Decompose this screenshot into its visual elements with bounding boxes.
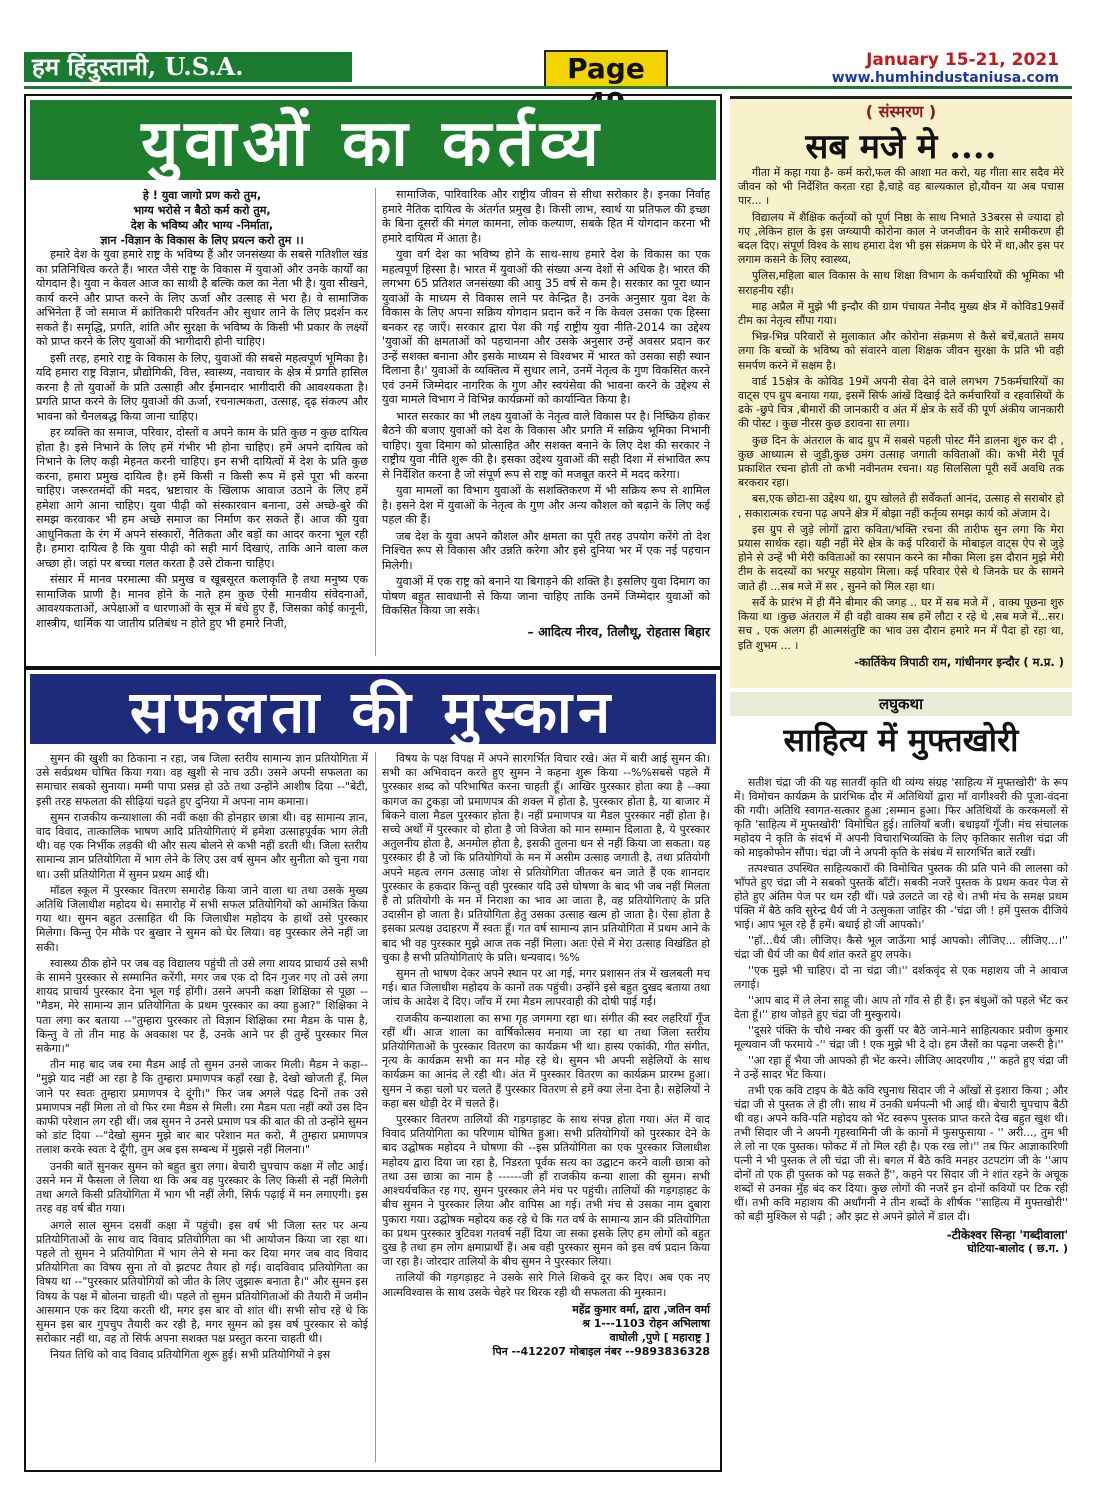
sidebar-title: सब मजे मे .... (805, 127, 997, 167)
paragraph: उनकी बातें सुनकर सुमन को बहुत बुरा लगा। बेचारी चुपचाप कक्षा में लौट आई। उसने मन में फैसला ले लिया था कि अब वह पुरस्कार के लिए किसी से नहीं मिलेगी तथा अगले किसी प्रतियोगिता में भाग भी नहीं लेगी, सिर्फ पढ़ाई में मन लगाएगी। इस तरह वह वर्ष बीत गया। (36, 1159, 368, 1216)
paragraph: ''एक मुझे भी चाहिए। दो ना चंद्रा जी।'' दर्शकवृंद से एक महाशय जी ने आवाज लगाई। (734, 964, 1068, 991)
article-title: सफलता की मुस्कान (30, 674, 716, 744)
paragraph: अगले साल सुमन दसवीं कक्षा में पहुंची। इस वर्ष भी जिला स्तर पर अन्य प्रतियोगिताओं के साथ वाद विवाद प्रतियोगिता का भी आयोजन किया जा रहा था। पहले तो सुमन ने प्रतियोगिता में भाग लेने से मना कर दिया मगर जब वाद विवाद प्रतियोगिता का विषय सुना तो वो झटपट तैयार हो गई। वादविवाद प्रतियोगिता का विषय था --"पुरस्कार प्रतियोगियों को जीत के लिए जुझारू बनाता है।" और सुमन इस विषय के पक्ष में बोलना चाहती थी। पहले तो सुमन प्रतियोगिताओं की तैयारी में जमीन आसमान एक कर दिया करती थी, मगर इस बार वो शांत थी। सभी सोच रहे थे कि सुमन इस बार गुपचुप तैयारी कर रही है, मगर सुमन को इस वर्ष पुरस्कार से कोई सरोकार नहीं था, वह तो सिर्फ अपना सशक्त पक्ष प्रस्तुत करना चाहती थी। (36, 1218, 368, 1346)
paragraph: ''हाँ...धैर्य जी। लीजिए। कैसे भूल जाऊँगा भाई आपको। लीजिए... लीजिए...।'' चंद्रा जी धैर्य जी का धैर्य शांत करते हुए लपके। (734, 934, 1068, 961)
paragraph: बस,एक छोटा-सा उद्देश्य था, ग्रुप खोलते ही सर्वेकर्ता आनंद, उत्साह से सराबोर हो , सकारात्मक रचना पढ़ अपने क्षेत्र में बोझा नहीं कर्तृव्य समझ कार्य को अंजाम दे। (738, 492, 1064, 520)
article-author: – आदित्य नीरव, तिलौथू, रोहतास बिहार (527, 623, 710, 639)
paragraph: विषय के पक्ष विपक्ष में अपने सारगर्भित विचार रखे। अंत में बारी आई सुमन की। सभी का अभिवादन करते हुए सुमन ने कहना शुरू किया --%%सबसे पहले मैं पुरस्कार शब्द को परिभाषित करना चाहती हूँ। आखिर पुरस्कार होता क्या है --क्या कागज का टुकड़ा जो प्रमाणपत्र की शक्ल में होता है, पुरस्कार होता है, या बाजार में बिकने वाला मैडल पुरस्कार होता है। नहीं प्रमाणपत्र या मैडल पुरस्कार नहीं होता है। सच्चे अर्थों में पुरस्कार वो होता है जो विजेता को मान सम्मान दिलाता है, ये पुरस्कार अतुलनीय होता है, अनमोल होता है, इसकी तुलना धन से नहीं किया जा सकता। यह पुरस्कार ही है जो कि प्रतियोगियों के मन में असीम उत्साह जगाती है, तथा प्रतियोगी अपने महत्व लगन उत्साह जोश से प्रतियोगिता जीतकर बन जाते हैं एक शानदार पुरस्कार के हकदार किन्तु वही पुरस्कार यदि उसे घोषणा के बाद भी जब नहीं मिलता है तो प्रतियोगी के मन में निराशा का भाव आ जाता है, वह प्रतियोगिताएं के प्रति उदासीन हो जाता है। प्रतियोगिता हेतु उसका उत्साह खत्म हो जाता है। ऐसा होता है इसका प्रत्यक्ष उदाहरण मैं स्वतः हूँ। गत वर्ष सामान्य ज्ञान प्रतियोगिता में प्रथम आने के बाद भी वह पुरस्कार मुझे आज तक नहीं मिला। अतः ऐसे में मेरा उत्साह विखंडित हो चुका है सभी प्रतियोगिताएं के प्रति। धन्यवाद। %% (382, 752, 710, 964)
column-divider (375, 752, 376, 1462)
paragraph: राजकीय कन्याशाला का सभा गृह जगमगा रहा था। संगीत की स्वर लहरियाँ गूँज रहीं थीं। आज शाला का वार्षिकोत्सव मनाया जा रहा था तथा जिला स्तरीय प्रतियोगिताओं के पुरस्कार वितरण का कार्यक्रम भी था। हास्य एकांकी, गीत संगीत, नृत्य के कार्यक्रम सभी का मन मोह रहे थे। सुमन भी अपनी सहेलियों के साथ कार्यक्रम का आनंद ले रही थी। अंत में पुरस्कार वितरण का कार्यक्रम प्रारम्भ हुआ। सुमन ने कहा चलो घर चलते हैं पुरस्कार वितरण से हमें क्या लेना देना है। सहेलियों ने कहा बस थोड़ी देर में चलते हैं। (382, 1011, 710, 1110)
poem-line: देश के भविष्य और भाग्य -निर्माता, (130, 219, 274, 232)
sidebar-short-story (730, 692, 1072, 1468)
sidebar-memoir (730, 96, 1072, 688)
article-title: युवाओं का कर्तव्य (30, 100, 716, 180)
paragraph: सुमन राजकीय कन्याशाला की नवीं कक्षा की होनहार छात्रा थी। वह सामान्य ज्ञान, वाद विवाद, तात्कालिक भाषण आदि प्रतियोगिताएं में हमेशा उत्साहपूर्वक भाग लेती थी। वह एक निर्भीक लड़की थी और सत्य बोलने से कभी नहीं डरती थी। जिला स्तरीय सामान्य ज्ञान प्रतियोगिता में भाग लेने के लिए उस वर्ष सुमन और सुनीता को चुना गया था। उसी प्रतियोगिता में सुमन प्रथम आई थी। (36, 810, 368, 881)
article-author (382, 1303, 710, 1360)
paragraph: सुमन तो भाषण देकर अपने स्थान पर आ गई, मगर प्रशासन तंत्र में खलबली मच गई। बात जिलाधीश महोदय के कानों तक पहुंची। उन्होंने इसे बहुत दुखद बताया तथा जांच के आदेश दे दिए। जाँच में रमा मैडम लापरवाही की दोषी पाई गईं। (382, 967, 710, 1009)
paragraph: युवा वर्ग देश का भविष्य होने के साथ-साथ हमारे देश के विकास का एक महत्वपूर्ण हिस्सा है। भारत में युवाओं की संख्या अन्य देशों से अधिक है। भारत की लगभग 65 प्रतिशत जनसंख्या की आयु 35 वर्ष से कम है। सरकार का पूरा ध्यान युवाओं के माध्यम से विकास लाने पर केन्द्रित है। उनके अनुसार युवा देश के विकास के लिए अपना सक्रिय योगदान प्रदान करें न कि केवल उसका एक हिस्सा बनकर रह जाएँ। सरकार द्वारा पेश की गई राष्ट्रीय युवा नीति-2014 का उद्देश्य 'युवाओं की क्षमताओं को पहचानना और उसके अनुसार उन्हें अवसर प्रदान कर उन्हें सशक्त बनाना और इसके माध्यम से विश्वभर में भारत को उसका सही स्थान दिलाना है।' युवाओं के व्यक्तित्व में सुधार लाने, उनमें नेतृत्व के गुण विकसित करने एवं उनमें जिम्मेदार नागरिक के गुण और स्वयंसेवा की भावना करने के उद्देश्य से युवा मामले विभाग ने विभिन्न कार्यक्रमों को कार्यान्वित किया है। (382, 248, 710, 406)
article-column-1 (36, 752, 368, 1365)
paragraph: इस ग्रुप से जुड़े लोगों द्वारा कविता/भक्ति रचना की तारीफ सुन लगा कि मेरा प्रयास सार्थक रहा। यही नहीं मेरे क्षेत्र के कई परिवारों के मोबाइल वाट्स ऐप से जुड़े होने से उन्हें भी मेरी कविताओं का रसपान करने का मौका मिला इस दौरान मुझे मेरी टीम के सदस्यों का भरपूर सहयोग मिला। कई परिवार ऐसे थे जिनके घर के सामने जाते ही ...सब मजे में सर , सुनने को मिल रहा था। (738, 522, 1064, 593)
section-kicker: लघुकथा (878, 695, 924, 713)
paragraph: सतीश चंद्रा जी की यह सातवीं कृति थी व्यंग्य संग्रह 'साहित्य में मुफ्तखोरी' के रूप में। विमोचन कार्यक्रम के प्रारंभिक दौर में अतिथियों द्वारा माँ वागीश्वरी की पूजा-वंदना की गयी। अतिथि स्वागत-सत्कार हुआ ;सम्मान हुआ। फिर अतिथियों के करकमलों से कृति 'साहित्य में मुफ्तखोरी' विमोचित हुई। तालियाँ बजी। बधाइयाँ गूँजी। मंच संचालक महोदय ने कृति के संदर्भ में अपनी विचाराभिव्यक्ति के लिए कृतिकार सतीश चंद्रा जी को माइकोफोन सौंपा। चंद्रा जी ने अपनी कृति के संबंध में सारगर्भित बातें रखीं। (734, 776, 1068, 859)
page-header (0, 0, 1095, 88)
paragraph: मॉडल स्कूल में पुरस्कार वितरण समारोह किया जाने वाला था तथा उसके मुख्य अतिथि जिलाधीश महोदय थे। समारोह में सभी सफल प्रतियोगियों को आमंत्रित किया गया था। सुमन बहुत उत्साहित थी कि जिलाधीश महोदय के हाथों उसे पुरस्कार मिलेगा। किन्तु ऐन मौके पर बुखार ने सुमन को घेर लिया। वह पुरस्कार लेने नहीं जा सकी। (36, 883, 368, 954)
sidebar-rule (730, 96, 1072, 99)
paragraph: सामाजिक, पारिवारिक और राष्ट्रीय जीवन से सीधा सरोकार है। इनका निर्वाह हमारे नैतिक दायित्व के अंतर्गत प्रमुख है। किसी लाभ, स्वार्थ या प्रतिफल की इच्छा के बिना दूसरों की मंगल कामना, लोक कल्याण, सबके हित में योगदान करना भी हमारे दायित्व में आता है। (382, 188, 710, 245)
article-success-smile (24, 668, 722, 1472)
paragraph: संसार में मानव परमात्मा की प्रमुख व खूबसूरत कलाकृति है तथा मनुष्य एक सामाजिक प्राणी है। मानव होने के नाते हम कुछ ऐसी मानवीय संवेदनाओं, आवश्यकताओं, अपेक्षाओं व धारणाओं के सूत्र में बंधे हुए हैं, जिसका कोई कानूनी, शास्त्रीय, धार्मिक या जातीय प्रतिबंध न होते हुए भी हमारे निजी, (36, 573, 368, 630)
paragraph: स्वास्थ्य ठीक होने पर जब वह विद्यालय पहुंची तो उसे लगा शायद प्राचार्य उसे सभी के सामने पुरस्कार से सम्मानित करेंगी, मगर जब एक दो दिन गुजर गए तो उसे लगा शायद प्राचार्य पुरस्कार देना भूल गई होंगी। उसने अपनी कक्षा शिक्षिका से पूछा --"मैडम, मेरे सामान्य ज्ञान प्रतियोगिता के प्रथम पुरस्कार का क्या हुआ?" शिक्षिका ने पता लगा कर बताया --"तुम्हारा पुरस्कार तो विज्ञान शिक्षिका रमा मैडम के पास है, किन्तु वे तो तीन माह के अवकाश पर हैं, उनके आने पर ही तुम्हें पुरस्कार मिल सकेगा।" (36, 956, 368, 1056)
paragraph: जब देश के युवा अपने कौशल और क्षमता का पूरी तरह उपयोग करेंगे तो देश निश्चित रूप से विकास और उन्नति करेगा और इसे दुनिया भर में एक नई पहचान मिलेगी। (382, 529, 710, 572)
paragraph: भारत सरकार का भी लक्ष्य युवाओं के नेतृत्व वाले विकास पर है। निष्क्रिय होकर बैठने की बजाए युवाओं को देश के विकास और प्रगति में सक्रिय भूमिका निभानी चाहिए। युवा दिमाग को प्रोत्साहित और सशक्त बनाने के लिए देश की सरकार ने राष्ट्रीय युवा नीति शुरू की है। इसका उद्देश्य युवाओं की सही दिशा में संभावित रूप से निर्देशित करना है जो संपूर्ण रूप से राष्ट्र को मजबूत करने में मदद करेगा। (382, 409, 710, 481)
header-rule (24, 86, 1072, 89)
paragraph: पुलिस,महिला बाल विकास के साथ शिक्षा विभाग के कर्मचारियों की भूमिका भी सराहनीय रही। (738, 269, 1064, 297)
sidebar-author: -टीकेश्वर सिन्हा 'गब्दीवाला' (946, 1228, 1068, 1242)
paragraph: वार्ड 15क्षेत्र के कोविड 19में अपनी सेवा देने वाले लगभग 75कर्मचारियों का वाट्स एप ग्रुप बनाया गया, इसमें सिर्फ आंखें दिखाई देते कर्मचारियों व रहवासियों के ढके -छुपे चित्र ,बीमारों की जानकारी व अंत में क्षेत्र के सर्वे की पूर्ण अंकीय जानकारी की पोस्ट । कुछ नीरस कुछ डरावना सा लगा। (738, 374, 1064, 431)
paragraph: तालियों की गड़गड़ाहट ने उसके सारे गिले शिकवे दूर कर दिए। अब एक नए आत्मविश्वास के साथ उसके चेहरे पर थिरक रही थी सफलता की मुस्कान। (382, 1271, 710, 1299)
paragraph: सर्वे के प्रारंभ में ही मैंने बीमार की जगह .. घर में सब मजे में , वाक्य पूछना शुरु किया था ।कुछ अंतराल में ही वही वाक्य सब हमें लौटा र रहे थे ,सब मजे में...सर। सच , एक अलग ही आत्मसंतुष्टि का भाव उस दौरान हमारे मन में पैदा हो रहा था, इति शुभम ... । (738, 595, 1064, 652)
paragraph: भिन्न-भिन्न परिवारों से मुलाकात और कोरोना संक्रमण से कैसे बचें,बताते समय लगा कि बच्चों के भविष्य को संवारने वाला शिक्षक जीवन सुरक्षा के प्रति भी वही समर्पण करने में सक्षम है। (738, 330, 1064, 372)
paragraph: कुछ दिन के अंतराल के बाद ग्रुप में सबसे पहली पोस्ट मैंने डालना शुरु कर दी , कुछ आध्यात्म से जुड़ी,कुछ उमंग उत्साह जगाती कविताओं की। कभी मेरी पूर्व प्रकाशित रचना होती तो कभी नवीनतम रचना। यह सिलसिला पूरी सर्वे अवधि तक बरकरार रहा। (738, 433, 1064, 490)
paragraph: युवाओं में एक राष्ट्र को बनाने या बिगाड़ने की शक्ति है। इसलिए युवा दिमाग का पोषण बहुत सावधानी से किया जाना चाहिए ताकि उनमें जिम्मेदार युवाओं को विकसित किया जा सके। (382, 575, 710, 617)
paragraph: ''दूसरे पंक्ति के चौथे नम्बर की कुर्सी पर बैठे जाने-माने साहित्यकार प्रवीण कुमार मूल्यवान जी फरमाये -'' चंद्रा जी ! एक मुझे भी दे दो। हम जैसों का पढ़ना जरूरी है।'' (734, 1024, 1068, 1051)
paragraph: माह अप्रैल में मुझे भी इन्दौर की ग्राम पंचायत नेनौद मुख्य क्षेत्र में कोविड19सर्वे टीम का नेतृत्व सौंपा गया। (738, 299, 1064, 328)
article-column-2 (382, 188, 710, 639)
paragraph: युवा मामलों का विभाग युवाओं के सशक्तिकरण में भी सक्रिय रूप से शामिल है। इसने देश में युवाओं के नेतृत्व के गुण और अन्य कौशल को बढ़ाने के लिए कई पहल की हैं। (382, 484, 710, 526)
article-column-2 (382, 752, 710, 1360)
paragraph: पुरस्कार वितरण तालियों की गड़गड़ाहट के साथ संपन्न होता गया। अंत में वाद विवाद प्रतियोगिता का परिणाम घोषित हुआ। सभी प्रतियोगियों को पुरस्कार देने के बाद उद्घोषक महोदय ने घोषणा की --इस प्रतियोगिता का एक पुरस्कार जिलाधीश महोदय द्वारा दिया जा रहा है, निडरता पूर्वक सत्य का उद्घाटन करने वाली छात्रा को तथा उस छात्रा का नाम है ------जी हाँ राजकीय कन्या शाला की सुमन। सभी आश्चर्यचकित रह गए, सुमन पुरस्कार लेने मंच पर पहुंची। तालियों की गड़गड़ाहट के बीच सुमन ने पुरस्कार लिया और वापिस आ गई। तभी मंच से उसका नाम दुबारा पुकारा गया। उद्घोषक महोदय कह रहे थे कि गत वर्ष के सामान्य ज्ञान की प्रतियोगिता का प्रथम पुरस्कार त्रुटिवश गतवर्ष नहीं दिया जा सका इसके लिए हम लोगों को बहुत दुख है तथा हम लोग क्षमाप्रार्थी हैं। अब वही पुरस्कार सुमन को इस वर्ष प्रदान किया जा रहा है। जोरदार तालियों के बीच सुमन ने पुरस्कार लिया। (382, 1113, 710, 1269)
paragraph: विद्यालय में शैक्षिक कर्तृव्यों को पूर्ण निष्ठा के साथ निभाते 33बरस से ज्यादा हो गए ,लेकिन हाल के इस जग्व्यापी कोरोना काल ने जनजीवन के सारे समीकरण ही बदल दिए। संपूर्ण विश्व के साथ हमारा देश भी इस संक्रमण के घेरे में था,और इस पर लगाम कसने के लिए स्वास्थ्य, (738, 210, 1064, 267)
paragraph: हर व्यक्ति का समाज, परिवार, दोस्तों व अपने काम के प्रति कुछ न कुछ दायित्व होता है। इसे निभाने के लिए हमें गंभीर भी होना चाहिए। हमें अपने दायित्व को निभाने के लिए कड़ी मेहनत करनी चाहिए। इन सभी दायित्वों में देश के प्रति कुछ करना, हमारा प्रमुख दायित्व है। हमें किसी न किसी रूप में इसे पूरा भी करना चाहिए। जरूरतमंदों की मदद, भ्रष्टाचार के खिलाफ आवाज उठाने के लिए हमें हमेशा आगे आना चाहिए। युवा पीढ़ी को संस्कारवान बनाना, उसे अच्छे-बुरे की समझ करवाकर भी हम अच्छे समाज का निर्माण कर सकते हैं। आज की युवा आधुनिकता के रंग में अपने संस्कारों, नैतिकता और बड़ों का आदर करना भूल रही है। हमारा दायित्व है कि युवा पीढ़ी को सही मार्ग दिखाएं, ताकि आने वाला कल अच्छा हो। जहां पर बच्चा गलत करता है उसे टोकना चाहिए। (36, 426, 368, 570)
paragraph: गीता में कहा गया है- कर्म करो,फल की आशा मत करो, यह गीता सार सदैव मेरे जीवन को भी निर्देशित करता रहा है,चाहे वह बाल्यकाल हो,यौवन या अब पचास पार... । (738, 166, 1064, 208)
article-column-1 (36, 188, 368, 633)
author-line: महेंद्र कुमार वर्मा, द्वारा ,जतिन वर्मा (572, 1302, 710, 1316)
sidebar-author: -कार्तिकेय त्रिपाठी राम, गांधीनगर इन्दौर ( म.प्र. ) (854, 654, 1064, 669)
paragraph: तत्पश्चात उपस्थित साहित्यकारों की विमोचित पुस्तक की प्रति पाने की लालसा को भाँपते हुए चंद्रा जी ने सबको पुस्तकें बाँटीं। सबकी नजरें पुस्तक के प्रथम कवर पेज से होते हुए अंतिम पेज पर थम रही थीं। पन्ने उलटते जा रहे थे। तभी मंच के समक्ष प्रथम पंक्ति में बैठे कवि सुरेन्द्र धैर्य जी ने उत्सुकता जाहिर की -'चंद्रा जी ! हमें पुस्तक दीजिये भाई। आप भूल रहे हैं हमें। बधाई हो जी आपको।' (734, 862, 1068, 931)
page-number: Page (544, 50, 668, 88)
poem-line: हे ! युवा जागो प्रण करो तुम, (142, 189, 262, 202)
column-divider (375, 188, 376, 656)
article-poem (36, 188, 368, 248)
poem-line: ज्ञान -विज्ञान के विकास के लिए प्रयत्न करो तुम ।। (100, 234, 304, 247)
poem-line: भाग्य भरोसे न बैठो कर्म करो तुम, (133, 204, 271, 217)
paragraph: सुमन की खुशी का ठिकाना न रहा, जब जिला स्तरीय सामान्य ज्ञान प्रतियोगिता में उसे सर्वप्रथम घोषित किया गया। वह खुशी से नाच उठी। उसने अपनी सफलता का समाचार सबको सुनाया। मम्मी पापा प्रसन्न हो उठे तथा उन्होंने आशीष दिया --"बेटी, इसी तरह सफलता की सीढ़ियां चढ़ते हुए दुनिया में अपना नाम कमाना। (36, 752, 368, 808)
brand-title: हम हिंदुस्तानी, U.S.A. (24, 52, 352, 82)
sidebar-author-place: घोटिया-बालोद ( छ.ग. ) (967, 1242, 1068, 1255)
paragraph: ''आ रहा हूँ भैया जी आपको ही भेंट करने। लीजिए आदरणीय ,'' कहते हुए चंद्रा जी ने उन्हें सादर भेंट किया। (734, 1054, 1068, 1081)
paragraph: तीन माह बाद जब रमा मैडम आईं तो सुमन उनसे जाकर मिली। मैडम ने कहा--"मुझे याद नहीं आ रहा है कि तुम्हारा प्रमाणपत्र कहाँ रखा है, देखो खोजती हूँ, मिल जाने पर स्वतः तुम्हारा प्रमाणपत्र दे दूंगी।" फिर जब अगले पंद्रह दिनों तक उसे प्रमाणपत्र नहीं मिला तो वो फिर रमा मैडम से मिली। रमा मैडम पता नहीं क्यों उस दिन काफी परेशान लग रही थीं। जब सुमन ने उनसे प्रमाण पत्र की बात की तो उन्होंने सुमन को डांट दिया --"देखो सुमन मुझे बार बार परेशान मत करो, मैं तुम्हारा प्रमाणपत्र तलाश करके स्वतः दे दूँगी, तुम अब इस सम्बन्ध में मुझसे नहीं मिलना।" (36, 1058, 368, 1157)
paragraph: ''आप बाद में ले लेना साहू जी। आप तो गाँव से ही हैं। इन बंधुओं को पहले भेंट कर देता हूँ।'' हाथ जोड़ते हुए चंद्रा जी मुस्कुराये। (734, 994, 1068, 1021)
website-link[interactable]: www.humhindustaniusa.com (831, 70, 1059, 86)
sidebar-title: साहित्य में मुफ्तखोरी (783, 721, 1019, 759)
paragraph: नियत तिथि को वाद विवाद प्रतियोगिता शुरू हुई। सभी प्रतियोगियों ने इस (50, 1348, 331, 1362)
section-kicker: ( संस्मरण ) (865, 102, 937, 121)
sidebar-body (738, 166, 1064, 669)
author-line: श्र 1---1103 रोहन अभिलाषा (582, 1316, 710, 1330)
article-youth-duty (24, 94, 722, 668)
paragraph: हमारे देश के युवा हमारे राष्ट्र के भविष्य हैं और जनसंख्या के सबसे गतिशील खंड का प्रतिनिधित्व करते हैं। भारत जैसे राष्ट्र के विकास में युवाओं और उनके कार्यों का योगदान है। युवा न केवल आज का साथी है बल्कि कल का नेता भी है। युवा सीखने, कार्य करने और प्राप्त करने के लिए ऊर्जा और उत्साह से भरा है। वे सामाजिक अभिनेता हैं जो समाज में क्रांतिकारी परिवर्तन और सुधार लाने के लिए प्रदर्शन कर सकते हैं। समृद्धि, प्रगति, शांति और सुरक्षा के भविष्य के किसी भी प्रकार के लक्ष्यों को प्राप्त करने के लिए युवाओं की भागीदारी होनी चाहिए। (36, 248, 368, 348)
author-line: पिन --412207 मोबाइल नंबर --9893836328 (492, 1345, 710, 1359)
issue-date: January 15-21, 2021 (866, 50, 1059, 70)
author-line: वाघोली ,पुणे [ महाराष्ट्र ] (609, 1331, 710, 1345)
paragraph: तभी एक कवि टाइप के बैठे कवि रघुनाथ सिदार जी ने आँखों से इशारा किया ; और चंद्रा जी से पुस्तक ले ही ली। साथ में उनकी धर्मपत्नी भी आई थी। बेचारी चुपचाप बैठी थी वह। अपने कवि-पति महोदय को भेंट स्वरूप पुस्तक प्राप्त करते देख बहुत खुश थी। तभी सिदार जी ने अपनी गृहस्वामिनी जी के कानों में फुसफुसाया - '' अरी..., तुम भी ले लो ना एक पुस्तक। फोकट में तो मिल रही है। एक रख लो।'' तब फिर आज्ञाकारिणी पत्नी ने भी पुस्तक ले ली चंद्रा जी से। बगल में बैठे कवि मनहर उटपटांग जी के ''आप दोनों तो एक ही पुस्तक को पढ़ सकते हैं'', कहने पर सिदार जी ने शांत रहने के अचूक शब्दों से उनका मुँह बंद कर दिया। कुछ लोगों की नजरें इन दोनों कवियों पर टिक रही थीं। तभी कवि महाशय की अर्धांगनी ने तीन शब्दों के शीर्षक ''साहित्य में मुफ्तखोरी'' को बड़ी मुश्किल से पढ़ी ; और झट से अपने झोले में डाल दी। (734, 1084, 1068, 1223)
paragraph: इसी तरह, हमारे राष्ट्र के विकास के लिए, युवाओं की सबसे महत्वपूर्ण भूमिका है। यदि हमारा राष्ट्र विज्ञान, प्रौद्योगिकी, वित्त, स्वास्थ्य, नवाचार के क्षेत्र में प्रगति हासिल करना है तो युवाओं के प्रति उत्साही और ईमानदार भागीदारी की आवश्यकता है। प्रगति प्राप्त करने के लिए युवाओं की ऊर्जा, रचनात्मकता, उत्साह, दृढ़ संकल्प और भावना को चैनलबद्ध किया जाना चाहिए। (36, 351, 368, 423)
sidebar-body (734, 776, 1068, 1256)
